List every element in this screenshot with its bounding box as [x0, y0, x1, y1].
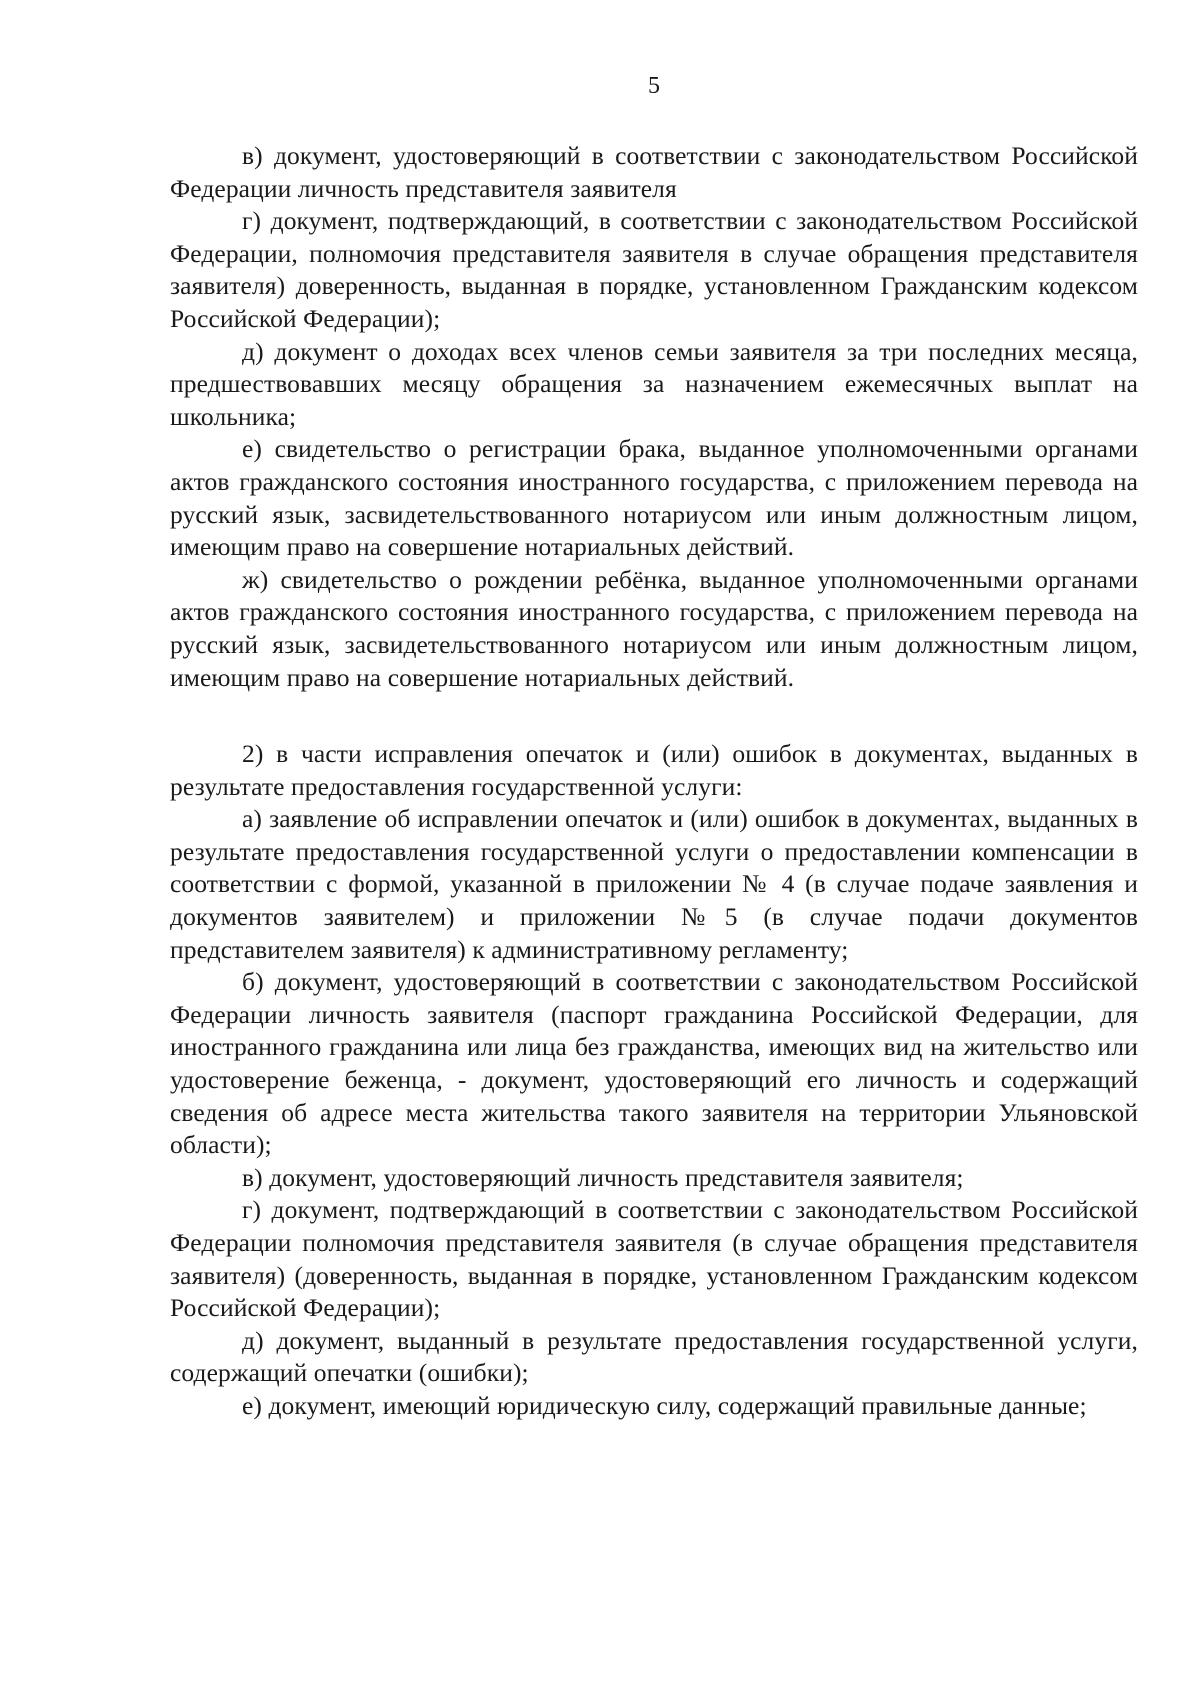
- paragraph-v: в) документ, удостоверяющий в соответствии с законодательством Российской Федерации личность представителя заявителя: [170, 141, 1138, 203]
- paragraph-g: г) документ, подтверждающий в соответствии с законодательством Российской Федерации полномочия представителя заявителя (в случае обращения представителя заявителя) (доверенность, выданная в порядке, установленном Гражданским кодексом Российской Федерации);: [170, 1195, 1138, 1323]
- section-2-heading: 2) в части исправления опечаток и (или) ошибок в документах, выданных в результате предоставления государственной услуги:: [170, 739, 1138, 801]
- paragraph-g: г) документ, подтверждающий, в соответствии с законодательством Российской Федерации, полномочия представителя заявителя в случае обращения представителя заявителя) доверенность, выданная в порядке, установленном Гражданским кодексом Российской Федерации);: [170, 206, 1138, 333]
- section-2: [170, 738, 1138, 1422]
- section-gap: [170, 694, 1138, 738]
- paragraph-zh: ж) свидетельство о рождении ребёнка, выданное уполномоченными органами актов гражданского состояния иностранного государства, с приложением перевода на русский язык, засвидетельствованного нотариусом или иным должностным лицом, имеющим право на совершение нотариальных действий.: [170, 564, 1138, 692]
- paragraph-v: в) документ, удостоверяющий личность представителя заявителя;: [242, 1162, 964, 1192]
- section-1: [170, 140, 1138, 694]
- paragraph-e: е) свидетельство о регистрации брака, выданное уполномоченными органами актов гражданского состояния иностранного государства, с приложением перевода на русский язык, засвидетельствованного нотариусом или иным должностным лицом, имеющим право на совершение нотариальных действий.: [170, 434, 1138, 562]
- document-page: [170, 70, 1138, 1423]
- paragraph-d: д) документ, выданный в результате предоставления государственной услуги, содержащий опечатки (ошибки);: [170, 1325, 1138, 1388]
- paragraph-d: д) документ о доходах всех членов семьи заявителя за три последних месяца, предшествовавших месяцу обращения за назначением ежемесячных выплат на школьника;: [170, 336, 1138, 431]
- paragraph-b: б) документ, удостоверяющий в соответствии с законодательством Российской Федерации личность заявителя (паспорт гражданина Российской Федерации, для иностранного гражданина или лица без гражданства, имеющих вид на жительство или удостоверение беженца, - документ, удостоверяющий его личность и содержащий сведения об адресе места жительства такого заявителя на территории Ульяновской области);: [170, 967, 1138, 1160]
- paragraph-a: а) заявление об исправлении опечаток и (или) ошибок в документах, выданных в результате предоставления государственной услуги о предоставлении компенсации в соответствии с формой, указанной в приложении № 4 (в случае подаче заявления и документов заявителем) и приложении №5 (в случае подачи документов представителем заявителя) к административному регламенту;: [170, 804, 1138, 964]
- paragraph-e: е) документ, имеющий юридическую силу, содержащий правильные данные;: [242, 1390, 1087, 1420]
- page-number: 5: [648, 73, 660, 99]
